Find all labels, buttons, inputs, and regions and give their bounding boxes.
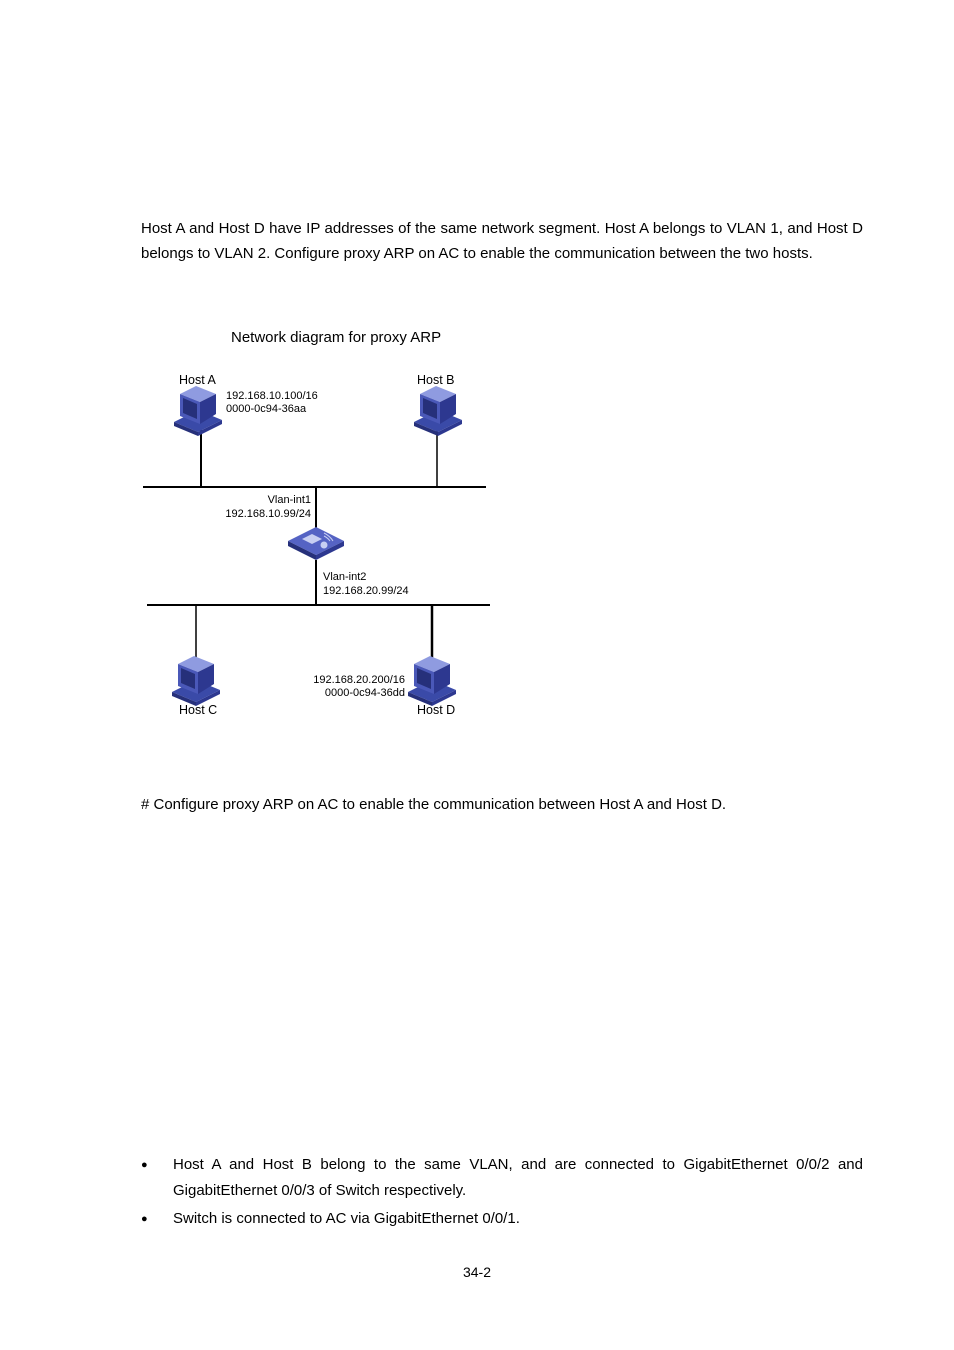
vlan-int1-label: Vlan-int1 bbox=[267, 494, 311, 506]
vlan-int2-ip: 192.168.20.99/24 bbox=[323, 585, 409, 597]
host-a-label: Host A bbox=[179, 373, 216, 387]
host-c-icon bbox=[172, 656, 220, 706]
host-d-label: Host D bbox=[417, 703, 456, 717]
host-b-label: Host B bbox=[417, 373, 455, 387]
intro-paragraph: Host A and Host D have IP addresses of the same network segment. Host A belongs to VLAN 1, and Host D belongs to VLAN 2. Configure proxy ARP on AC to enable the communication between the two hosts. bbox=[141, 220, 863, 262]
host-a-mac: 0000-0c94-36aa bbox=[226, 403, 307, 415]
vlan-int1-ip: 192.168.10.99/24 bbox=[225, 508, 311, 520]
host-d-ip: 192.168.20.200/16 bbox=[313, 674, 405, 686]
host-b-icon bbox=[414, 386, 462, 436]
vlan-int2-label: Vlan-int2 bbox=[323, 571, 367, 583]
figure-caption: Network diagram for proxy ARP bbox=[231, 329, 442, 346]
list-item bbox=[141, 1206, 863, 1232]
access-controller-icon bbox=[288, 527, 344, 560]
bullet-icon: ● bbox=[141, 1213, 148, 1225]
host-a-icon bbox=[174, 386, 222, 436]
step-text: # Configure proxy ARP on AC to enable the communication between Host A and Host D. bbox=[141, 796, 727, 813]
host-a-ip: 192.168.10.100/16 bbox=[226, 390, 318, 402]
bullet-list bbox=[141, 1152, 863, 1234]
bullet-text: Host A and Host B belong to the same VLAN, and are connected to GigabitEthernet 0/0/2 and GigabitEthernet 0/0/3 of Switch respectively. bbox=[173, 1156, 863, 1199]
bullet-icon: ● bbox=[141, 1159, 148, 1171]
host-d-mac: 0000-0c94-36dd bbox=[324, 687, 405, 699]
host-c-label: Host C bbox=[179, 703, 218, 717]
bullet-text: Switch is connected to AC via GigabitEthernet 0/0/1. bbox=[173, 1210, 520, 1227]
list-item bbox=[141, 1152, 863, 1204]
host-d-icon bbox=[408, 656, 456, 706]
page-number: 34-2 bbox=[462, 1264, 492, 1280]
